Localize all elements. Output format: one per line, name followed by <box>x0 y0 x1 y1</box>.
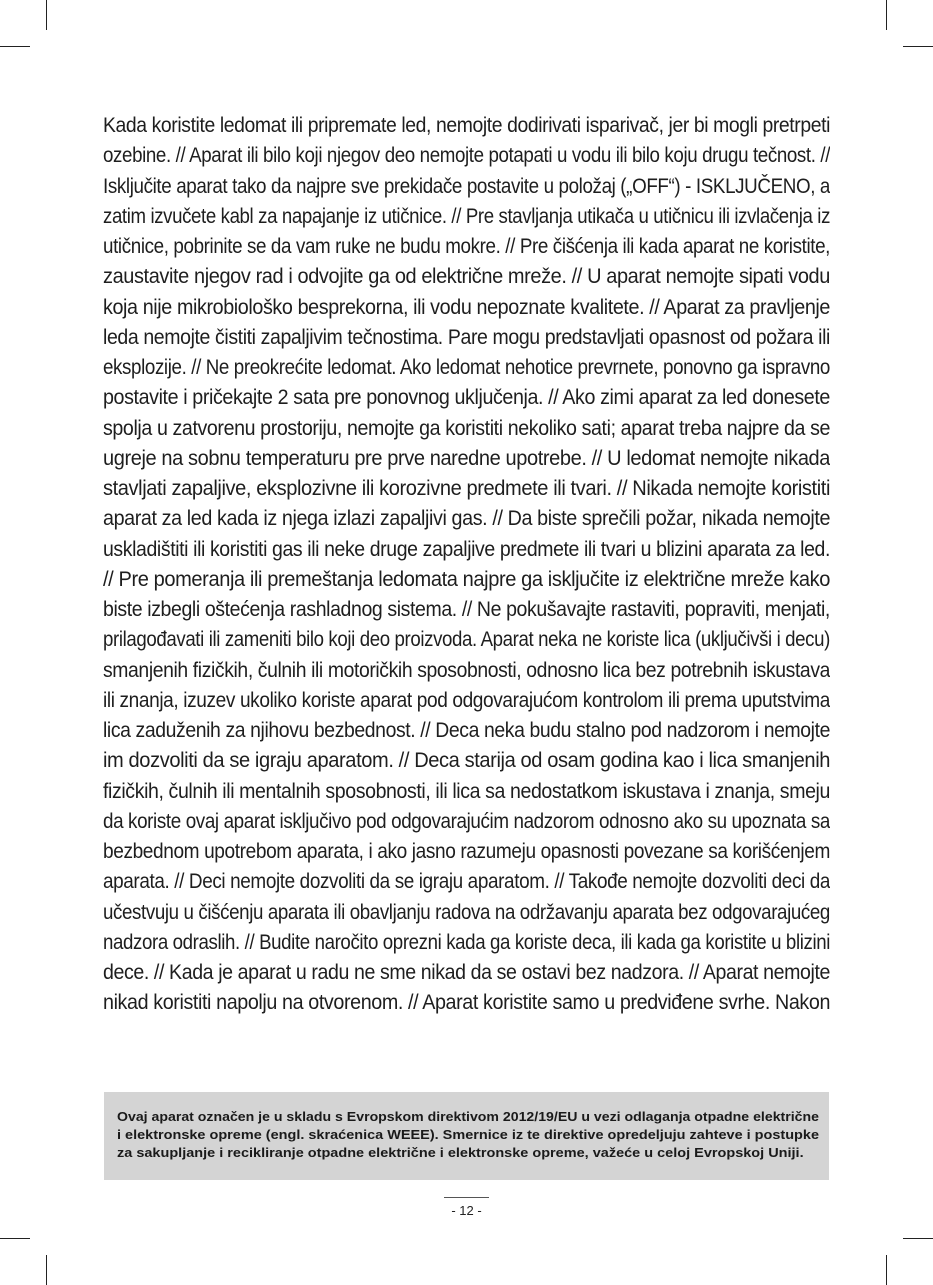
body-line: uskladištiti ili koristiti gas ili neke druge zapaljive predmete ili tvari u blizini aparata za led. <box>103 536 830 561</box>
crop-mark-top-left-vertical <box>46 0 47 30</box>
notice-line: i elektronske opreme (engl. skraćenica WEEE). Smernice iz te direktive opredeljuju zahteve i postupke <box>117 1128 819 1142</box>
crop-mark-top-right-vertical <box>886 0 887 30</box>
body-line: koja nije mikrobiološko besprekorna, ili vodu nepoznate kvalitete. // Aparat za pravljenje <box>103 294 830 319</box>
body-line: bezbednom upotrebom aparata, i ako jasno razumeju opasnosti povezane sa korišćenjem <box>103 839 830 863</box>
body-line: fizičkih, čulnih ili mentalnih sposobnosti, ili lica sa nedostatkom iskustava i znanja, smeju <box>103 778 830 803</box>
body-line: da koriste ovaj aparat isključivo pod odgovarajućim nadzorom odnosno ako su upoznata sa <box>103 808 830 833</box>
body-line: učestvuju u čišćenju aparata ili obavljanju radova na održavanju aparata bez odgovarajućeg <box>103 899 830 924</box>
body-line: ili znanja, izuzev ukoliko koriste aparat pod odgovarajućom kontrolom ili prema uputstvima <box>103 687 830 712</box>
crop-mark-bottom-left-vertical <box>46 1255 47 1285</box>
body-line: utičnice, pobrinite se da vam ruke ne budu mokre. // Pre čišćenja ili kada aparat ne koristite, <box>103 234 830 258</box>
body-line: zatim izvučete kabl za napajanje iz utičnice. // Pre stavljanja utikača u utičnicu ili izvlačenja iz <box>103 203 830 228</box>
body-line: stavljati zapaljive, eksplozivne ili korozivne predmete ili tvari. // Nikada nemojte koristiti <box>103 476 830 500</box>
body-line: lica zaduženih za njihovu bezbednost. // Deca neka budu stalno pod nadzorom i nemojte <box>103 718 830 742</box>
body-line: zaustavite njegov rad i odvojite ga od električne mreže. // U aparat nemojte sipati vodu <box>103 264 830 289</box>
crop-mark-top-left-horizontal <box>0 46 30 47</box>
crop-mark-top-right-horizontal <box>903 46 933 47</box>
body-line: postavite i pričekajte 2 sata pre ponovnog uključenja. // Ako zimi aparat za led donesete <box>103 385 830 410</box>
notice-line: za sakupljanje i recikliranje otpadne električne i elektronske opreme, važeće u celoj Evropskoj Uniji. <box>117 1146 804 1160</box>
body-line: Isključite aparat tako da najpre sve prekidače postavite u položaj („OFF“) - ISKLJUČENO, a <box>103 173 830 198</box>
page-number-rule <box>444 1197 489 1198</box>
body-line: nadzora odraslih. // Budite naročito oprezni kada ga koriste deca, ili kada ga koristite u blizini <box>103 929 830 954</box>
body-line: biste izbegli oštećenja rashladnog sistema. // Ne pokušavajte rastaviti, popraviti, menjati, <box>103 597 830 621</box>
crop-mark-bottom-right-horizontal <box>903 1238 933 1239</box>
body-line: spolja u zatvorenu prostoriju, nemojte ga koristiti nekoliko sati; aparat treba najpre da se <box>103 415 830 440</box>
safety-instructions-text <box>103 110 830 1078</box>
crop-mark-bottom-left-horizontal <box>0 1238 30 1239</box>
notice-line: Ovaj aparat označen je u skladu s Evropskom direktivom 2012/19/EU u vezi odlaganja otpadne električne <box>117 1110 819 1124</box>
body-line: nikad koristiti napolju na otvorenom. // Aparat koristite samo u predviđene svrhe. Nakon <box>103 990 830 1015</box>
body-line: // Pre pomeranja ili premeštanja ledomata najpre ga isključite iz električne mreže kako <box>103 566 830 591</box>
page-number: - 12 - <box>451 1203 482 1218</box>
crop-mark-bottom-right-vertical <box>886 1255 887 1285</box>
body-line: eksplozije. // Ne preokrećite ledomat. Ako ledomat nehotice prevrnete, ponovno ga ispravno <box>103 355 830 379</box>
body-line: ugreje na sobnu temperaturu pre prve naredne upotrebe. // U ledomat nemojte nikada <box>103 445 830 470</box>
body-line: Kada koristite ledomat ili pripremate led, nemojte dodirivati isparivač, jer bi mogli pretrpeti <box>103 113 830 137</box>
body-line: im dozvoliti da se igraju aparatom. // Deca starija od osam godina kao i lica smanjenih <box>103 748 830 773</box>
body-line: aparat za led kada iz njega izlazi zapaljivi gas. // Da biste sprečili požar, nikada nemojte <box>103 506 830 531</box>
body-line: prilagođavati ili zameniti bilo koji deo proizvoda. Aparat neka ne koriste lica (uključivši i decu) <box>103 627 830 652</box>
body-line: aparata. // Deci nemojte dozvoliti da se igraju aparatom. // Takođe nemojte dozvoliti deci da <box>103 869 830 894</box>
body-line: smanjenih fizičkih, čulnih ili motoričkih sposobnosti, odnosno lica bez potrebnih iskustava <box>103 657 830 682</box>
body-line: ozebine. // Aparat ili bilo koji njegov deo nemojte potapati u vodu ili bilo koju drugu tečnost. // <box>103 143 830 168</box>
weee-notice-box <box>104 1092 829 1180</box>
body-line: dece. // Kada je aparat u radu ne sme nikad da se ostavi bez nadzora. // Aparat nemojte <box>103 960 830 984</box>
body-line: leda nemojte čistiti zapaljivim tečnostima. Pare mogu predstavljati opasnost od požara ili <box>103 324 830 349</box>
